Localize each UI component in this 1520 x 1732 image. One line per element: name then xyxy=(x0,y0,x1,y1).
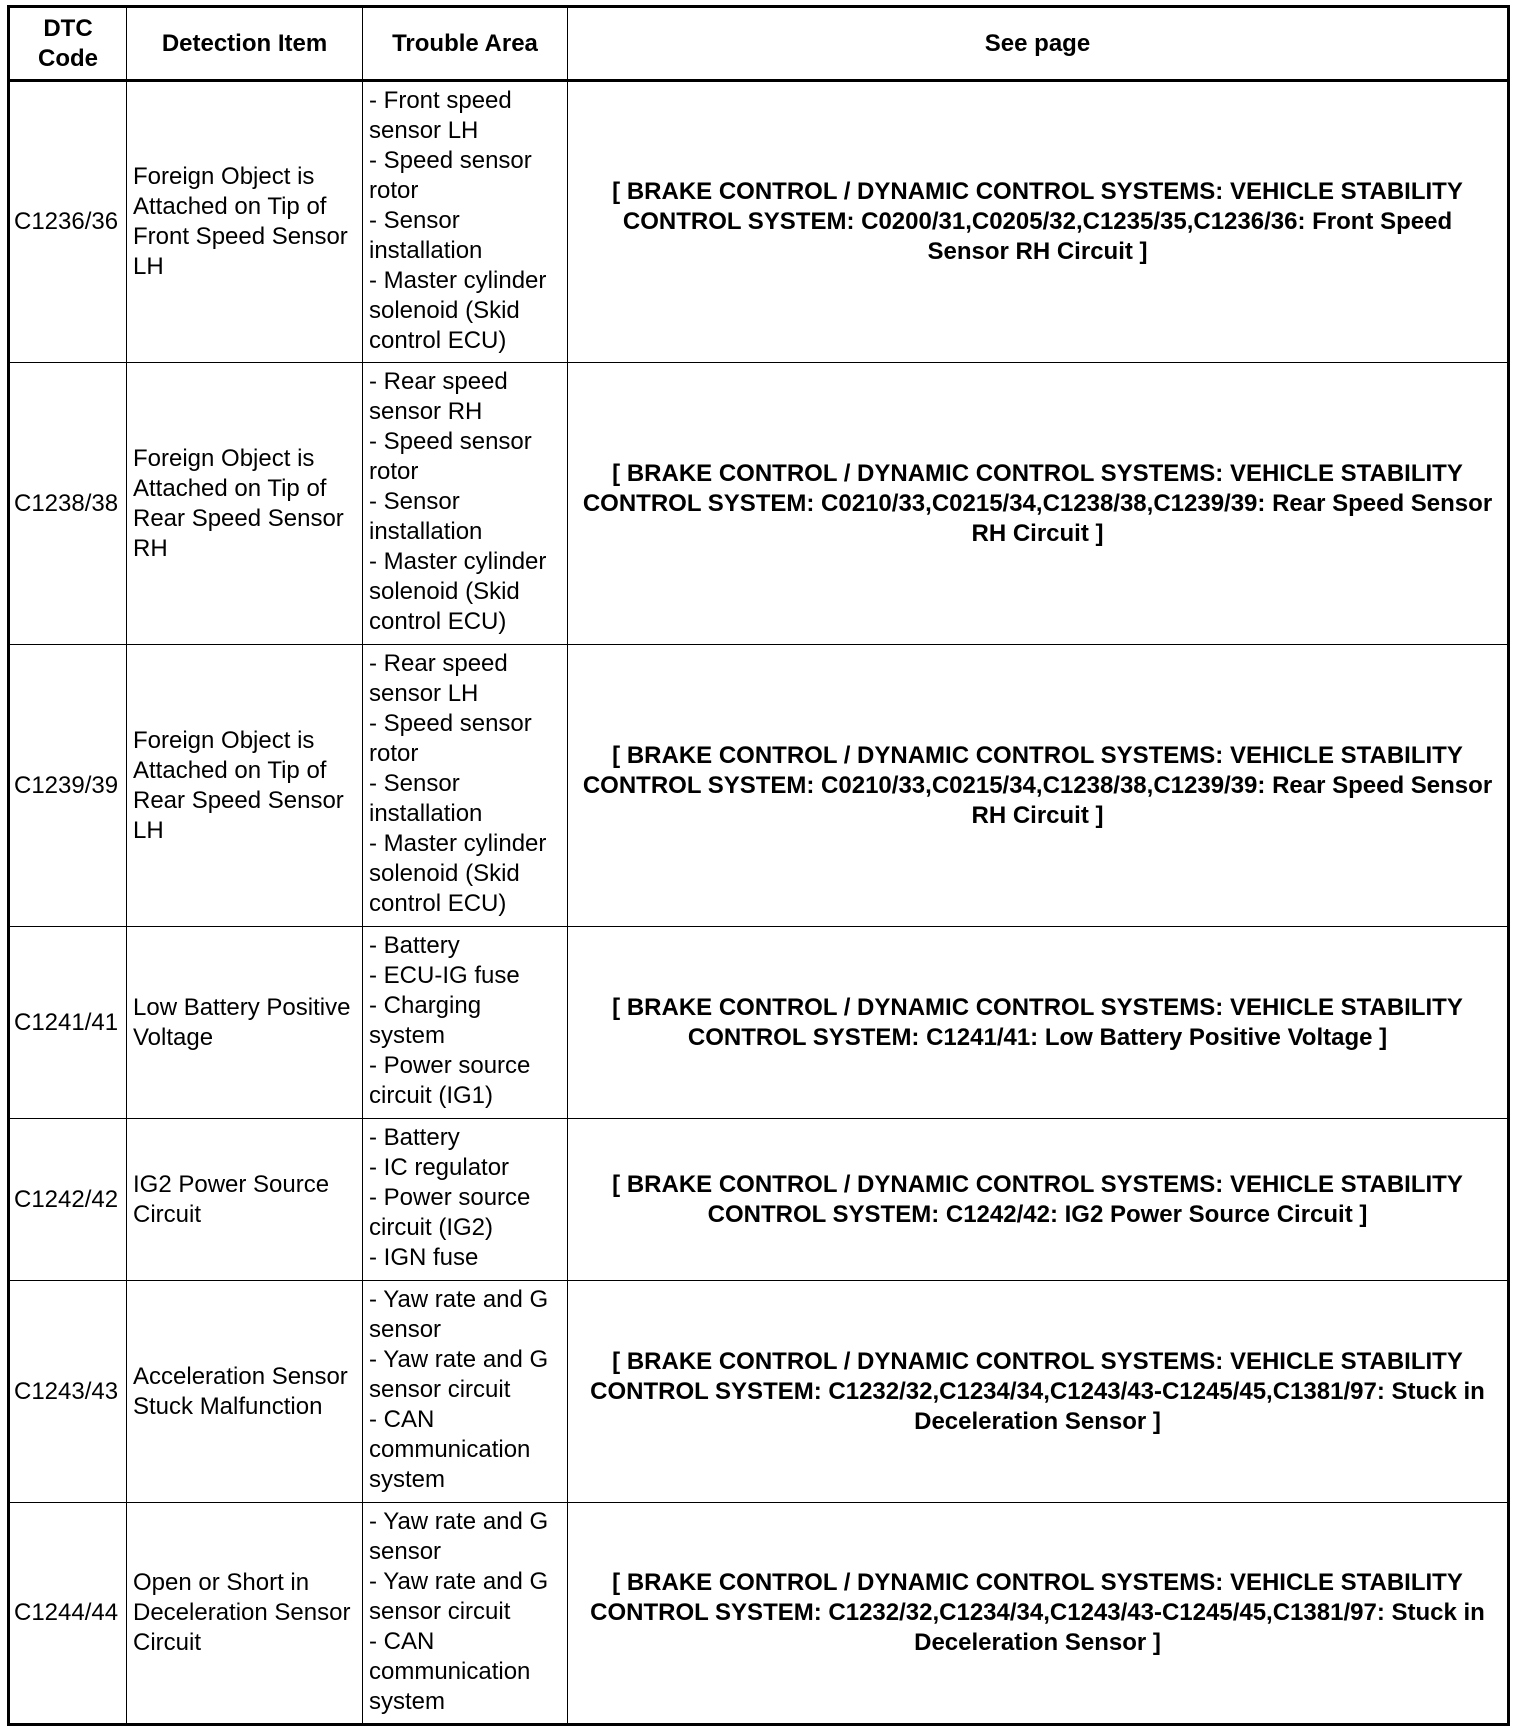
detection-item-cell: Foreign Object is Attached on Tip of Rear Speed Sensor LH xyxy=(127,645,363,927)
see-page-link[interactable]: [ BRAKE CONTROL / DYNAMIC CONTROL SYSTEMS: VEHICLE STABILITY CONTROL SYSTEM: C1232/32,C1234/34,C1243/43-C1245/45,C1381/97: Stuck in Deceleration Sensor ] xyxy=(568,1503,1509,1725)
trouble-area-item: - Yaw rate and G sensor xyxy=(369,1286,549,1343)
trouble-area-item: - Charging system xyxy=(369,992,482,1049)
table-row xyxy=(9,81,1509,363)
dtc-code-cell: C1241/41 xyxy=(9,927,127,1119)
trouble-area-item: - CAN communication system xyxy=(369,1406,531,1493)
trouble-area-item: - Power source circuit (IG2) xyxy=(369,1184,531,1241)
trouble-area-item: - Battery xyxy=(369,932,460,959)
trouble-area-item: - Battery xyxy=(369,1124,460,1151)
trouble-area-item: - Sensor installation xyxy=(369,207,483,264)
detection-item-cell: Foreign Object is Attached on Tip of Rear Speed Sensor RH xyxy=(127,363,363,645)
trouble-area-item: - IC regulator xyxy=(369,1154,510,1181)
table-row xyxy=(9,1281,1509,1503)
header-see-page: See page xyxy=(568,7,1509,81)
trouble-area-cell xyxy=(363,363,568,645)
trouble-area-item: - Speed sensor rotor xyxy=(369,428,532,485)
trouble-area-cell xyxy=(363,645,568,927)
header-detection-item: Detection Item xyxy=(127,7,363,81)
trouble-area-cell xyxy=(363,81,568,363)
header-trouble-area: Trouble Area xyxy=(363,7,568,81)
trouble-area-item: - ECU-IG fuse xyxy=(369,962,520,989)
trouble-area-item: - Sensor installation xyxy=(369,488,483,545)
detection-item-cell: Low Battery Positive Voltage xyxy=(127,927,363,1119)
table-row xyxy=(9,1119,1509,1281)
trouble-area-item: - Rear speed sensor LH xyxy=(369,650,508,707)
trouble-area-item: - CAN communication system xyxy=(369,1628,531,1715)
trouble-area-item: - Master cylinder solenoid (Skid control ECU) xyxy=(369,267,547,354)
trouble-area-item: - Rear speed sensor RH xyxy=(369,368,508,425)
detection-item-cell: Acceleration Sensor Stuck Malfunction xyxy=(127,1281,363,1503)
dtc-code-cell: C1236/36 xyxy=(9,81,127,363)
trouble-area-cell xyxy=(363,1281,568,1503)
trouble-area-item: - Sensor installation xyxy=(369,770,483,827)
trouble-area-item: - Yaw rate and G sensor circuit xyxy=(369,1568,549,1625)
detection-item-cell: Foreign Object is Attached on Tip of Front Speed Sensor LH xyxy=(127,81,363,363)
table-row xyxy=(9,645,1509,927)
table-row xyxy=(9,1503,1509,1725)
header-dtc-code: DTC Code xyxy=(9,7,127,81)
trouble-area-item: - Power source circuit (IG1) xyxy=(369,1052,531,1109)
dtc-code-cell: C1242/42 xyxy=(9,1119,127,1281)
dtc-table-page xyxy=(7,5,1510,1726)
dtc-code-cell: C1244/44 xyxy=(9,1503,127,1725)
see-page-link[interactable]: [ BRAKE CONTROL / DYNAMIC CONTROL SYSTEMS: VEHICLE STABILITY CONTROL SYSTEM: C1242/42: IG2 Power Source Circuit ] xyxy=(568,1119,1509,1281)
trouble-area-item: - Speed sensor rotor xyxy=(369,710,532,767)
see-page-link[interactable]: [ BRAKE CONTROL / DYNAMIC CONTROL SYSTEMS: VEHICLE STABILITY CONTROL SYSTEM: C0210/33,C0215/34,C1238/38,C1239/39: Rear Speed Sensor RH Circuit ] xyxy=(568,645,1509,927)
detection-item-cell: Open or Short in Deceleration Sensor Circuit xyxy=(127,1503,363,1725)
see-page-link[interactable]: [ BRAKE CONTROL / DYNAMIC CONTROL SYSTEMS: VEHICLE STABILITY CONTROL SYSTEM: C1232/32,C1234/34,C1243/43-C1245/45,C1381/97: Stuck in Deceleration Sensor ] xyxy=(568,1281,1509,1503)
dtc-table xyxy=(7,5,1510,1726)
trouble-area-item: - Master cylinder solenoid (Skid control ECU) xyxy=(369,548,547,635)
dtc-code-cell: C1238/38 xyxy=(9,363,127,645)
table-row xyxy=(9,927,1509,1119)
trouble-area-cell xyxy=(363,1119,568,1281)
dtc-code-cell: C1239/39 xyxy=(9,645,127,927)
trouble-area-item: - Speed sensor rotor xyxy=(369,147,532,204)
trouble-area-cell xyxy=(363,1503,568,1725)
table-header-row xyxy=(9,7,1509,81)
trouble-area-item: - Yaw rate and G sensor circuit xyxy=(369,1346,549,1403)
trouble-area-item: - Yaw rate and G sensor xyxy=(369,1508,549,1565)
see-page-link[interactable]: [ BRAKE CONTROL / DYNAMIC CONTROL SYSTEMS: VEHICLE STABILITY CONTROL SYSTEM: C0200/31,C0205/32,C1235/35,C1236/36: Front Speed Sensor RH Circuit ] xyxy=(568,81,1509,363)
trouble-area-item: - IGN fuse xyxy=(369,1244,479,1271)
trouble-area-item: - Front speed sensor LH xyxy=(369,87,512,144)
see-page-link[interactable]: [ BRAKE CONTROL / DYNAMIC CONTROL SYSTEMS: VEHICLE STABILITY CONTROL SYSTEM: C0210/33,C0215/34,C1238/38,C1239/39: Rear Speed Sensor RH Circuit ] xyxy=(568,363,1509,645)
detection-item-cell: IG2 Power Source Circuit xyxy=(127,1119,363,1281)
trouble-area-item: - Master cylinder solenoid (Skid control ECU) xyxy=(369,830,547,917)
trouble-area-cell xyxy=(363,927,568,1119)
see-page-link[interactable]: [ BRAKE CONTROL / DYNAMIC CONTROL SYSTEMS: VEHICLE STABILITY CONTROL SYSTEM: C1241/41: Low Battery Positive Voltage ] xyxy=(568,927,1509,1119)
table-row xyxy=(9,363,1509,645)
dtc-code-cell: C1243/43 xyxy=(9,1281,127,1503)
